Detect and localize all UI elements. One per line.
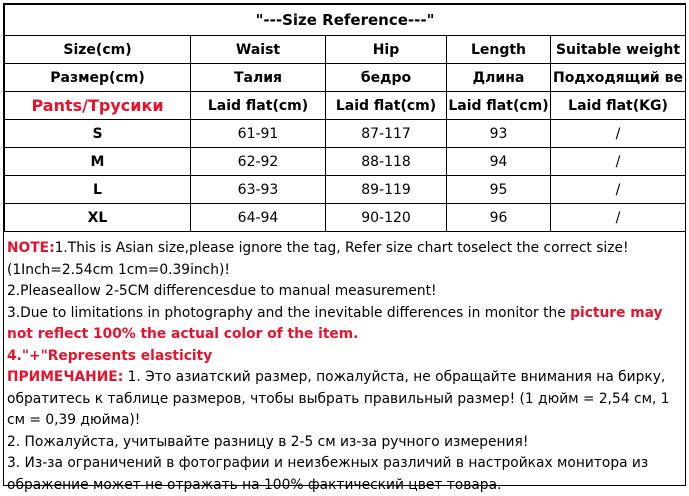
- header-cell: Hip: [326, 36, 447, 64]
- note-label: NOTE:: [7, 240, 55, 256]
- header-cell: Подходящий ве: [551, 64, 686, 92]
- waist-cell: 61-91: [191, 120, 326, 148]
- header-cell: Length: [447, 36, 551, 64]
- note-3-text: 3.Due to limitations in photography and the inevitable differences in monitor the: [7, 304, 571, 321]
- ru-note-3: 3. Из-за ограничений в фотографии и неизбежных различий в настройках монитора из ображение может не отражать на 100% фактический цвет товара.: [7, 455, 649, 493]
- weight-cell: /: [551, 176, 686, 204]
- weight-cell: /: [551, 148, 686, 176]
- size-cell: L: [5, 176, 191, 204]
- length-cell: 93: [447, 120, 551, 148]
- size-cell: M: [5, 148, 191, 176]
- table-row: [5, 148, 686, 176]
- waist-cell: 62-92: [191, 148, 326, 176]
- length-cell: 94: [447, 148, 551, 176]
- header-cell: Suitable weight: [551, 36, 686, 64]
- header-row-en: [5, 36, 686, 64]
- size-cell: XL: [5, 204, 191, 232]
- length-cell: 95: [447, 176, 551, 204]
- unit-cell: Laid flat(cm): [191, 92, 326, 120]
- product-type-label: Pants/Трусики: [5, 92, 191, 120]
- header-cell: Waist: [191, 36, 326, 64]
- hip-cell: 89-119: [326, 176, 447, 204]
- weight-cell: /: [551, 120, 686, 148]
- size-table: [4, 4, 686, 232]
- header-cell: Длина: [447, 64, 551, 92]
- notes-section: [7, 238, 684, 496]
- header-row-ru: [5, 64, 686, 92]
- waist-cell: 63-93: [191, 176, 326, 204]
- header-row-unit: [5, 92, 686, 120]
- note-1: [7, 238, 684, 281]
- table-row: [5, 176, 686, 204]
- size-cell: S: [5, 120, 191, 148]
- note-3-highlight: picture may not reflect 100% the actual color of the item.: [7, 304, 663, 342]
- note-4: 4."+"Represents elasticity: [7, 347, 213, 364]
- ru-note-label: ПРИМЕЧАНИЕ:: [7, 369, 124, 385]
- header-cell: бедро: [326, 64, 447, 92]
- ru-note-1-text: 1. Это азиатский размер, пожалуйста, не обращайте внимания на бирку, обратитесь к таблице размеров, чтобы выбрать правильный размер! (1 дюйм = 2,54 см, 1 см = 0,39 дюйма)!: [7, 369, 670, 428]
- hip-cell: 90-120: [326, 204, 447, 232]
- header-cell: Размер(cm): [5, 64, 191, 92]
- table-row: [5, 204, 686, 232]
- ru-note-1: [7, 367, 684, 432]
- note-3: [7, 303, 684, 346]
- note-1-text: 1.This is Asian size,please ignore the tag, Refer size chart toselect the correct size!(1Inch=2.54cm 1cm=0.39inch)!: [7, 240, 629, 278]
- note-2: 2.Pleaseallow 2-5CM differencesdue to manual measurement!: [7, 283, 437, 299]
- weight-cell: /: [551, 204, 686, 232]
- header-cell: Талия: [191, 64, 326, 92]
- length-cell: 96: [447, 204, 551, 232]
- ru-note-2: 2. Пожалуйста, учитывайте разницу в 2-5 см из-за ручного измерения!: [7, 433, 529, 450]
- hip-cell: 87-117: [326, 120, 447, 148]
- unit-cell: Laid flat(cm): [326, 92, 447, 120]
- table-row: [5, 120, 686, 148]
- unit-cell: Laid flat(KG): [551, 92, 686, 120]
- unit-cell: Laid flat(cm): [447, 92, 551, 120]
- waist-cell: 64-94: [191, 204, 326, 232]
- size-chart-sheet: [3, 3, 686, 493]
- table-title: "---Size Reference---": [5, 5, 686, 36]
- hip-cell: 88-118: [326, 148, 447, 176]
- header-cell: Size(cm): [5, 36, 191, 64]
